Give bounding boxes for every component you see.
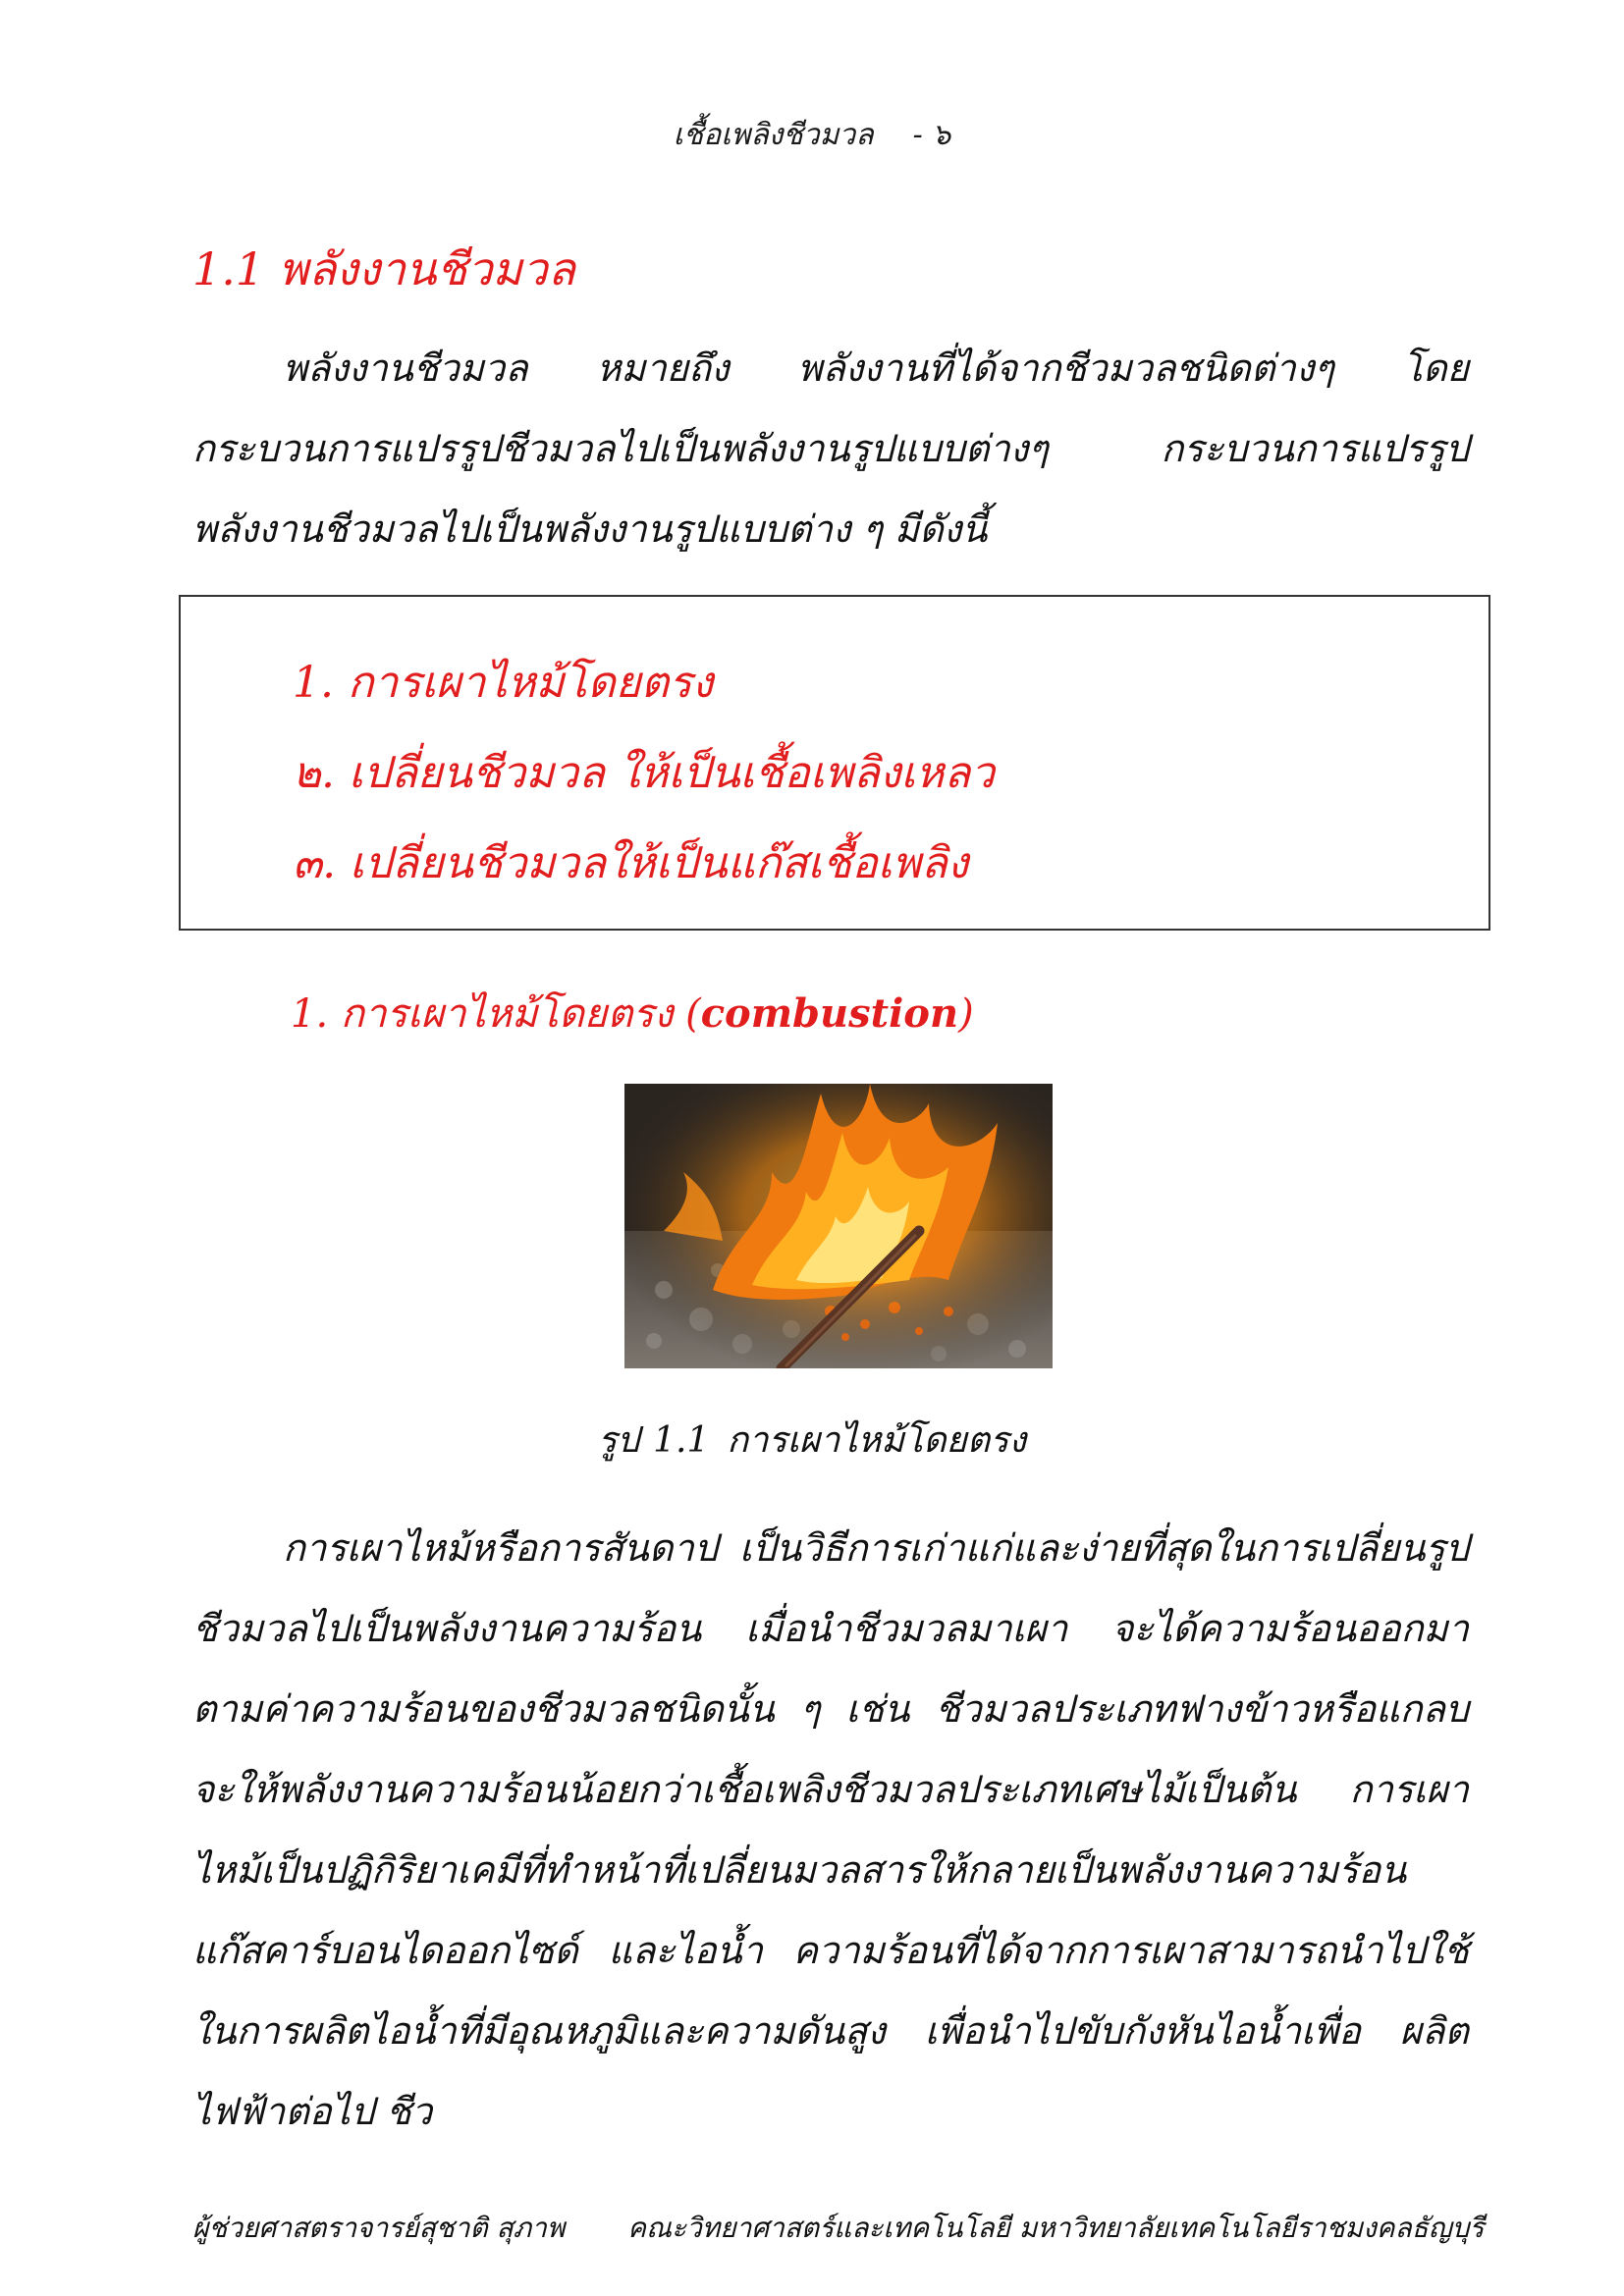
figure-caption-text: การเผาไหม้โดยตรง [727,1420,1027,1461]
page-footer [192,2207,1485,2250]
figure-label: รูป [597,1420,640,1461]
body-paragraph-text: การเผาไหม้หรือการสันดาป เป็นวิธีการเก่าแก่และง่ายที่สุดในการเปลี่ยนรูปชีวมวลไปเป็นพลังงานความร้อน เมื่อนำชีวมวลมาเผา จะได้ความร้อนออกมาตามค่าความร้อนของชีวมวลชนิดนั้น ๆ เช่น ชีวมวลประเภทฟางข้าวหรือแกลบจะให้พลังงานความร้อนน้อยกว่าเชื้อเพลิงชีวมวลประเภทเศษไม้เป็นต้น การเผาไหม้เป็นปฏิกิริยาเคมีที่ทำหน้าที่เปลี่ยนมวลสารให้กลายเป็นพลังงานความร้อน แก๊สคาร์บอนไดออกไซด์ และไอน้ำ ความร้อนที่ได้จากการเผาสามารถนำไปใช้ในการผลิตไอน้ำที่มีอุณหภูมิและความดันสูง เพื่อนำไปขับกังหันไอน้ำเพื่อ ผลิตไฟฟ้าต่อไป ชีว [192,1526,1469,2133]
method-item: ๓. เปลี่ยนชีวมวลให้เป็นแก๊สเชื้อเพลิง [293,838,969,888]
page-header [0,112,1624,158]
intro-paragraph-text: พลังงานชีวมวล หมายถึง พลังงานที่ได้จากชีวมวลชนิดต่างๆ โดยกระบวนการแปรรูปชีวมวลไปเป็นพลังงานรูปแบบต่างๆ กระบวนการแปรรูปพลังงานชีวมวลไปเป็นพลังงานรูปแบบต่าง ๆ มีดังนี้ [192,347,1469,551]
method-item: ๒. เปลี่ยนชีวมวล ให้เป็นเชื้อเพลิงเหลว [293,748,996,798]
header-title: เชื้อเพลิงชีวมวล [673,118,874,152]
fire-illustration [624,1084,1053,1368]
methods-box [179,595,1490,931]
intro-paragraph [192,328,1469,569]
subsection-title-text: 1. การเผาไหม้โดยตรง [291,991,674,1037]
fire-photo [624,1084,1053,1368]
figure-caption [0,1412,1624,1468]
subsection-paren-close: ) [958,991,974,1037]
method-item: 1. การเผาไหม้โดยตรง [293,658,714,708]
section-title: 1.1 พลังงานชีวมวล [192,242,575,295]
figure-number: 1.1 [653,1420,710,1461]
subsection-paren-open: ( [685,991,701,1037]
footer-author: ผู้ช่วยศาสตราจารย์สุชาติ สุภาพ [192,2212,566,2244]
header-separator: - [912,118,923,152]
body-paragraph [192,1508,1469,2152]
subsection-english: combustion [700,990,959,1037]
subsection-title [291,982,974,1044]
footer-institution: คณะวิทยาศาสตร์และเทคโนโลยี มหาวิทยาลัยเทคโนโลยีราชมงคลธัญบุรี [627,2212,1485,2244]
header-page-number: ๖ [932,118,951,152]
